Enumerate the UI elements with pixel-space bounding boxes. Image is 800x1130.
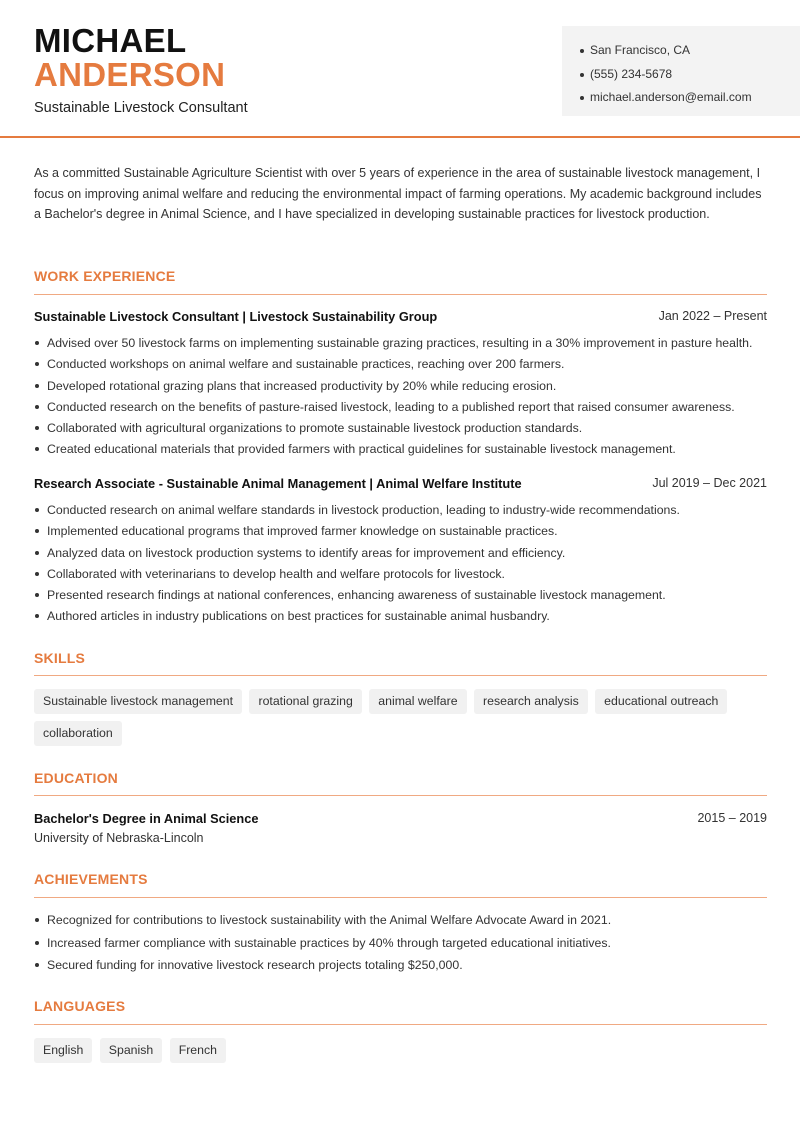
bullet-item: Implemented educational programs that improved farmer knowledge on sustainable practices. xyxy=(34,522,767,543)
skill-tag: collaboration xyxy=(34,721,122,746)
job-bullets xyxy=(34,501,767,629)
contact-box xyxy=(562,26,800,116)
skill-tag: educational outreach xyxy=(595,689,727,714)
resume-header xyxy=(0,0,800,138)
skills-tags xyxy=(34,689,774,753)
contact-phone: (555) 234-5678 xyxy=(580,63,800,87)
job-bullets xyxy=(34,334,767,462)
bullet-item: Authored articles in industry publications on best practices for sustainable animal husbandry. xyxy=(34,607,767,628)
section-title-work: WORK EXPERIENCE xyxy=(34,268,176,284)
section-divider xyxy=(34,675,767,676)
summary-paragraph: As a committed Sustainable Agriculture Scientist with over 5 years of experience in the area of sustainable livestock management, I focus on improving animal welfare and reducing the environmental impact of farming operations. My academic background includes a Bachelor's degree in Animal Science, and I have specialized in developing sustainable practices for livestock production. xyxy=(34,166,762,222)
skill-tag: research analysis xyxy=(474,689,588,714)
bullet-item: Presented research findings at national conferences, enhancing awareness of sustainable livestock management. xyxy=(34,586,767,607)
job-dates: Jan 2022 – Present xyxy=(658,309,767,323)
bullet-item: Increased farmer compliance with sustainable practices by 40% through targeted educational initiatives. xyxy=(34,934,767,957)
skill-tag: Sustainable livestock management xyxy=(34,689,242,714)
education-years: 2015 – 2019 xyxy=(697,811,767,825)
section-title-languages: LANGUAGES xyxy=(34,998,126,1014)
section-divider xyxy=(34,897,767,898)
first-name: MICHAEL xyxy=(34,22,187,59)
section-title-achievements: ACHIEVEMENTS xyxy=(34,871,148,887)
language-tag: Spanish xyxy=(100,1038,162,1063)
achievement-bullets xyxy=(34,911,767,979)
job-title: Sustainable Livestock Consultant xyxy=(34,100,248,116)
language-tag: English xyxy=(34,1038,92,1063)
skill-tag: rotational grazing xyxy=(249,689,361,714)
bullet-item: Conducted research on the benefits of pasture-raised livestock, leading to a published report that raised consumer awareness. xyxy=(34,398,767,419)
bullet-item: Collaborated with veterinarians to develop health and welfare protocols for livestock. xyxy=(34,565,767,586)
section-divider xyxy=(34,795,767,796)
bullet-item: Recognized for contributions to livestock sustainability with the Animal Welfare Advocate Award in 2021. xyxy=(34,911,767,934)
job-role: Research Associate - Sustainable Animal Management | Animal Welfare Institute xyxy=(34,476,522,491)
last-name: ANDERSON xyxy=(34,56,226,93)
bullet-item: Conducted workshops on animal welfare and sustainable practices, reaching over 200 farmers. xyxy=(34,355,767,376)
bullet-item: Conducted research on animal welfare standards in livestock production, leading to industry-wide recommendations. xyxy=(34,501,767,522)
bullet-item: Collaborated with agricultural organizations to promote sustainable livestock production standards. xyxy=(34,419,767,440)
job-dates: Jul 2019 – Dec 2021 xyxy=(652,476,767,490)
job-header xyxy=(34,309,767,327)
section-divider xyxy=(34,1024,767,1025)
bullet-item: Advised over 50 livestock farms on implementing sustainable grazing practices, resulting in a 30% improvement in pasture health. xyxy=(34,334,767,355)
bullet-item: Developed rotational grazing plans that increased productivity by 20% while reducing erosion. xyxy=(34,377,767,398)
education-school: University of Nebraska-Lincoln xyxy=(34,831,204,845)
job-header xyxy=(34,476,767,494)
section-title-skills: SKILLS xyxy=(34,650,85,666)
language-tags xyxy=(34,1038,774,1070)
section-title-education: EDUCATION xyxy=(34,770,118,786)
bullet-item: Created educational materials that provided farmers with practical guidelines for sustainable livestock management. xyxy=(34,440,767,461)
bullet-item: Analyzed data on livestock production systems to identify areas for improvement and efficiency. xyxy=(34,544,767,565)
bullet-item: Secured funding for innovative livestock research projects totaling $250,000. xyxy=(34,956,767,979)
contact-email: michael.anderson@email.com xyxy=(580,86,800,110)
education-degree: Bachelor's Degree in Animal Science xyxy=(34,811,259,826)
job-role: Sustainable Livestock Consultant | Livestock Sustainability Group xyxy=(34,309,438,324)
section-divider xyxy=(34,294,767,295)
skill-tag: animal welfare xyxy=(369,689,466,714)
language-tag: French xyxy=(170,1038,226,1063)
contact-location: San Francisco, CA xyxy=(580,39,800,63)
